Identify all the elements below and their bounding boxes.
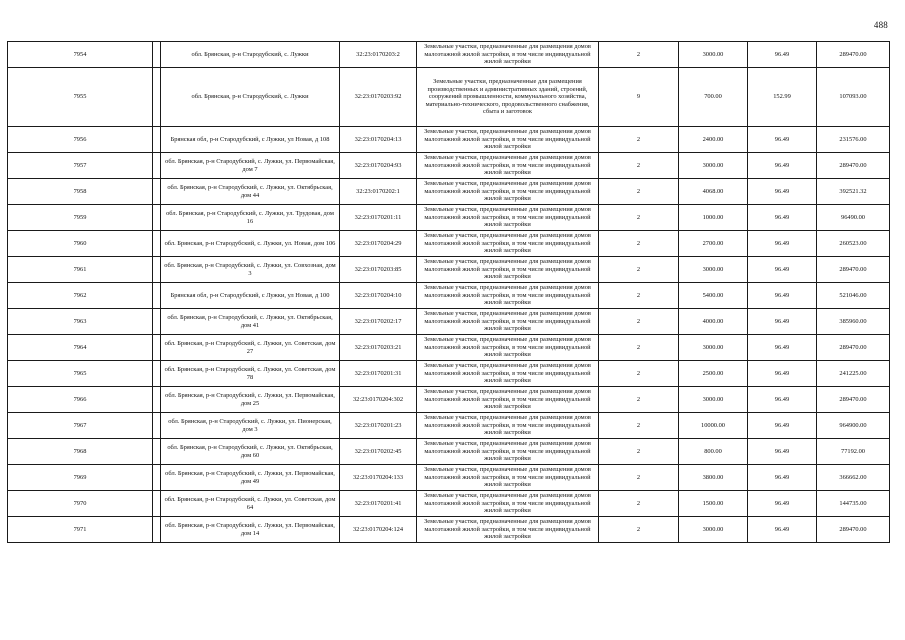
specific-value-cell: 96.49 <box>748 257 817 283</box>
address-cell: обл. Брянская, р-н Стародубский, с. Лужки, ул. Октябрьская, дом 44 <box>161 179 340 205</box>
row-number: 7959 <box>8 205 153 231</box>
table-row <box>8 231 890 257</box>
specific-value-cell: 96.49 <box>748 309 817 335</box>
blank-cell <box>153 42 161 68</box>
table-row <box>8 517 890 543</box>
area-cell: 2500.00 <box>679 361 748 387</box>
cadastral-number-cell: 32:23:0170203:21 <box>340 335 417 361</box>
area-cell: 4068.00 <box>679 179 748 205</box>
table-row <box>8 413 890 439</box>
land-use-purpose-cell: Земельные участки, предназначенные для размещения домов малоэтажной жилой застройки, в том числе индивидуальной жилой застройки <box>417 205 599 231</box>
blank-cell <box>153 205 161 231</box>
page-number: 488 <box>873 20 888 30</box>
table-row <box>8 68 890 127</box>
use-group-cell: 2 <box>599 335 679 361</box>
cadastral-number-cell: 32:23:0170204:93 <box>340 153 417 179</box>
land-use-purpose-cell: Земельные участки, предназначенные для размещения домов малоэтажной жилой застройки, в том числе индивидуальной жилой застройки <box>417 413 599 439</box>
cadastral-value-cell: 385960.00 <box>817 309 890 335</box>
blank-cell <box>153 231 161 257</box>
land-use-purpose-cell: Земельные участки, предназначенные для размещения домов малоэтажной жилой застройки, в том числе индивидуальной жилой застройки <box>417 153 599 179</box>
cadastral-number-cell: 32:23:0170201:31 <box>340 361 417 387</box>
cadastral-number-cell: 32:23:0170201:41 <box>340 491 417 517</box>
area-cell: 3000.00 <box>679 387 748 413</box>
use-group-cell: 2 <box>599 309 679 335</box>
cadastral-number-cell: 32:23:0170203:85 <box>340 257 417 283</box>
table-row <box>8 387 890 413</box>
address-cell: обл. Брянская, р-н Стародубский, с. Лужки, ул. Пионерская, дом 3 <box>161 413 340 439</box>
land-use-purpose-cell: Земельные участки, предназначенные для размещения домов малоэтажной жилой застройки, в том числе индивидуальной жилой застройки <box>417 179 599 205</box>
land-use-purpose-cell: Земельные участки, предназначенные для размещения домов малоэтажной жилой застройки, в том числе индивидуальной жилой застройки <box>417 283 599 309</box>
table-row <box>8 465 890 491</box>
use-group-cell: 2 <box>599 153 679 179</box>
row-number: 7962 <box>8 283 153 309</box>
area-cell: 800.00 <box>679 439 748 465</box>
row-number: 7955 <box>8 68 153 127</box>
cadastral-value-cell: 392521.32 <box>817 179 890 205</box>
land-use-purpose-cell: Земельные участки, предназначенные для размещения домов малоэтажной жилой застройки, в том числе индивидуальной жилой застройки <box>417 361 599 387</box>
row-number: 7964 <box>8 335 153 361</box>
land-use-purpose-cell: Земельные участки, предназначенные для размещения домов малоэтажной жилой застройки, в том числе индивидуальной жилой застройки <box>417 231 599 257</box>
address-cell: обл. Брянская, р-н Стародубский, с. Лужки, ул. Первомайская, дом 14 <box>161 517 340 543</box>
row-number: 7970 <box>8 491 153 517</box>
area-cell: 3000.00 <box>679 517 748 543</box>
row-number: 7961 <box>8 257 153 283</box>
table-row <box>8 257 890 283</box>
specific-value-cell: 96.49 <box>748 439 817 465</box>
cadastral-value-cell: 521046.00 <box>817 283 890 309</box>
cadastral-number-cell: 32:23:0170203:92 <box>340 68 417 127</box>
row-number: 7965 <box>8 361 153 387</box>
use-group-cell: 2 <box>599 517 679 543</box>
table-row <box>8 42 890 68</box>
row-number: 7960 <box>8 231 153 257</box>
row-number: 7971 <box>8 517 153 543</box>
use-group-cell: 2 <box>599 439 679 465</box>
area-cell: 1500.00 <box>679 491 748 517</box>
address-cell: обл. Брянская, р-н Стародубский, с. Лужки, ул. Совхозная, дом 3 <box>161 257 340 283</box>
land-use-purpose-cell: Земельные участки, предназначенные для размещения домов малоэтажной жилой застройки, в том числе индивидуальной жилой застройки <box>417 257 599 283</box>
cadastral-value-cell: 231576.00 <box>817 127 890 153</box>
land-use-purpose-cell: Земельные участки, предназначенные для размещения домов малоэтажной жилой застройки, в том числе индивидуальной жилой застройки <box>417 127 599 153</box>
specific-value-cell: 96.49 <box>748 413 817 439</box>
blank-cell <box>153 465 161 491</box>
land-use-purpose-cell: Земельные участки, предназначенные для размещения домов малоэтажной жилой застройки, в том числе индивидуальной жилой застройки <box>417 309 599 335</box>
land-use-purpose-cell: Земельные участки, предназначенные для размещения домов малоэтажной жилой застройки, в том числе индивидуальной жилой застройки <box>417 465 599 491</box>
specific-value-cell: 96.49 <box>748 517 817 543</box>
row-number: 7956 <box>8 127 153 153</box>
specific-value-cell: 96.49 <box>748 153 817 179</box>
use-group-cell: 2 <box>599 283 679 309</box>
row-number: 7966 <box>8 387 153 413</box>
blank-cell <box>153 153 161 179</box>
cadastral-number-cell: 32:23:0170204:29 <box>340 231 417 257</box>
blank-cell <box>153 491 161 517</box>
address-cell: обл. Брянская, р-н Стародубский, с. Лужки, ул. Первомайская, дом 25 <box>161 387 340 413</box>
specific-value-cell: 96.49 <box>748 179 817 205</box>
land-use-purpose-cell: Земельные участки, предназначенные для размещения домов малоэтажной жилой застройки, в том числе индивидуальной жилой застройки <box>417 42 599 68</box>
specific-value-cell: 96.49 <box>748 491 817 517</box>
area-cell: 3000.00 <box>679 42 748 68</box>
address-cell: обл. Брянская, р-н Стародубский, с. Лужки, ул. Советская, дом 27 <box>161 335 340 361</box>
use-group-cell: 2 <box>599 179 679 205</box>
blank-cell <box>153 257 161 283</box>
area-cell: 3800.00 <box>679 465 748 491</box>
cadastral-number-cell: 32:23:0170202:1 <box>340 179 417 205</box>
blank-cell <box>153 68 161 127</box>
blank-cell <box>153 283 161 309</box>
cadastral-value-cell: 289470.00 <box>817 335 890 361</box>
area-cell: 10000.00 <box>679 413 748 439</box>
use-group-cell: 2 <box>599 387 679 413</box>
cadastral-value-cell: 144735.00 <box>817 491 890 517</box>
area-cell: 4000.00 <box>679 309 748 335</box>
cadastral-number-cell: 32:23:0170204:10 <box>340 283 417 309</box>
specific-value-cell: 152.99 <box>748 68 817 127</box>
cadastral-number-cell: 32:23:0170202:17 <box>340 309 417 335</box>
blank-cell <box>153 127 161 153</box>
cadastral-value-cell: 366662.00 <box>817 465 890 491</box>
cadastral-value-cell: 107093.00 <box>817 68 890 127</box>
specific-value-cell: 96.49 <box>748 387 817 413</box>
table-row <box>8 153 890 179</box>
use-group-cell: 2 <box>599 491 679 517</box>
land-use-purpose-cell: Земельные участки, предназначенные для размещения домов малоэтажной жилой застройки, в том числе индивидуальной жилой застройки <box>417 439 599 465</box>
blank-cell <box>153 361 161 387</box>
specific-value-cell: 96.49 <box>748 231 817 257</box>
area-cell: 3000.00 <box>679 153 748 179</box>
specific-value-cell: 96.49 <box>748 283 817 309</box>
cadastral-value-cell: 289470.00 <box>817 387 890 413</box>
blank-cell <box>153 439 161 465</box>
cadastral-value-cell: 241225.00 <box>817 361 890 387</box>
cadastral-number-cell: 32:23:0170204:133 <box>340 465 417 491</box>
blank-cell <box>153 309 161 335</box>
blank-cell <box>153 413 161 439</box>
table-row <box>8 179 890 205</box>
area-cell: 2400.00 <box>679 127 748 153</box>
land-use-purpose-cell: Земельные участки, предназначенные для размещения производственных и административных зданий, строений, сооружений промышленности, коммунального хозяйства, материально-технического, продовольственного снабжения, сбыта и заготовок <box>417 68 599 127</box>
address-cell: Брянская обл, р-н Стародубский, с Лужки, ул Новая, д 100 <box>161 283 340 309</box>
area-cell: 5400.00 <box>679 283 748 309</box>
cadastral-value-cell: 289470.00 <box>817 257 890 283</box>
blank-cell <box>153 517 161 543</box>
blank-cell <box>153 387 161 413</box>
table-row <box>8 361 890 387</box>
table-row <box>8 283 890 309</box>
blank-cell <box>153 335 161 361</box>
specific-value-cell: 96.49 <box>748 465 817 491</box>
address-cell: обл. Брянская, р-н Стародубский, с. Лужки <box>161 68 340 127</box>
cadastral-number-cell: 32:23:0170204:124 <box>340 517 417 543</box>
area-cell: 3000.00 <box>679 257 748 283</box>
use-group-cell: 2 <box>599 231 679 257</box>
table-row <box>8 491 890 517</box>
use-group-cell: 2 <box>599 42 679 68</box>
use-group-cell: 2 <box>599 413 679 439</box>
land-use-purpose-cell: Земельные участки, предназначенные для размещения домов малоэтажной жилой застройки, в том числе индивидуальной жилой застройки <box>417 491 599 517</box>
area-cell: 2700.00 <box>679 231 748 257</box>
row-number: 7968 <box>8 439 153 465</box>
cadastral-value-cell: 964900.00 <box>817 413 890 439</box>
table-row <box>8 439 890 465</box>
row-number: 7957 <box>8 153 153 179</box>
use-group-cell: 2 <box>599 465 679 491</box>
row-number: 7954 <box>8 42 153 68</box>
row-number: 7967 <box>8 413 153 439</box>
land-use-purpose-cell: Земельные участки, предназначенные для размещения домов малоэтажной жилой застройки, в том числе индивидуальной жилой застройки <box>417 517 599 543</box>
address-cell: обл. Брянская, р-н Стародубский, с. Лужки, ул. Советская, дом 78 <box>161 361 340 387</box>
cadastral-value-cell: 289470.00 <box>817 153 890 179</box>
cadastral-value-cell: 289470.00 <box>817 42 890 68</box>
row-number: 7969 <box>8 465 153 491</box>
row-number: 7958 <box>8 179 153 205</box>
cadastral-number-cell: 32:23:0170203:2 <box>340 42 417 68</box>
specific-value-cell: 96.49 <box>748 361 817 387</box>
table-row <box>8 205 890 231</box>
area-cell: 1000.00 <box>679 205 748 231</box>
row-number: 7963 <box>8 309 153 335</box>
specific-value-cell: 96.49 <box>748 127 817 153</box>
cadastral-value-cell: 289470.00 <box>817 517 890 543</box>
area-cell: 3000.00 <box>679 335 748 361</box>
use-group-cell: 2 <box>599 205 679 231</box>
table-row <box>8 335 890 361</box>
cadastral-number-cell: 32:23:0170204:13 <box>340 127 417 153</box>
address-cell: обл. Брянская, р-н Стародубский, с. Лужки, ул. Первомайская, дом 49 <box>161 465 340 491</box>
cadastral-value-cell: 96490.00 <box>817 205 890 231</box>
specific-value-cell: 96.49 <box>748 335 817 361</box>
table-body <box>8 42 890 543</box>
area-cell: 700.00 <box>679 68 748 127</box>
table-row <box>8 127 890 153</box>
land-use-purpose-cell: Земельные участки, предназначенные для размещения домов малоэтажной жилой застройки, в том числе индивидуальной жилой застройки <box>417 335 599 361</box>
specific-value-cell: 96.49 <box>748 42 817 68</box>
cadastral-value-cell: 77192.00 <box>817 439 890 465</box>
cadastral-value-cell: 260523.00 <box>817 231 890 257</box>
table-row <box>8 309 890 335</box>
address-cell: Брянская обл, р-н Стародубский, с Лужки, ул Новая, д 108 <box>161 127 340 153</box>
land-use-purpose-cell: Земельные участки, предназначенные для размещения домов малоэтажной жилой застройки, в том числе индивидуальной жилой застройки <box>417 387 599 413</box>
address-cell: обл. Брянская, р-н Стародубский, с. Лужки, ул. Октябрьская, дом 60 <box>161 439 340 465</box>
use-group-cell: 2 <box>599 257 679 283</box>
address-cell: обл. Брянская, р-н Стародубский, с. Лужки, ул. Трудовая, дом 16 <box>161 205 340 231</box>
address-cell: обл. Брянская, р-н Стародубский, с. Лужки, ул. Октябрьская, дом 41 <box>161 309 340 335</box>
cadastral-number-cell: 32:23:0170201:23 <box>340 413 417 439</box>
blank-cell <box>153 179 161 205</box>
cadastral-number-cell: 32:23:0170201:11 <box>340 205 417 231</box>
use-group-cell: 2 <box>599 127 679 153</box>
address-cell: обл. Брянская, р-н Стародубский, с. Лужки, ул. Советская, дом 64 <box>161 491 340 517</box>
address-cell: обл. Брянская, р-н Стародубский, с. Лужки <box>161 42 340 68</box>
cadastral-number-cell: 32:23:0170202:45 <box>340 439 417 465</box>
address-cell: обл. Брянская, р-н Стародубский, с. Лужки, ул. Первомайская, дом 7 <box>161 153 340 179</box>
address-cell: обл. Брянская, р-н Стародубский, с. Лужки, ул. Новая, дом 106 <box>161 231 340 257</box>
use-group-cell: 2 <box>599 361 679 387</box>
cadastral-number-cell: 32:23:0170204:302 <box>340 387 417 413</box>
cadastral-value-table <box>7 41 890 543</box>
use-group-cell: 9 <box>599 68 679 127</box>
specific-value-cell: 96.49 <box>748 205 817 231</box>
